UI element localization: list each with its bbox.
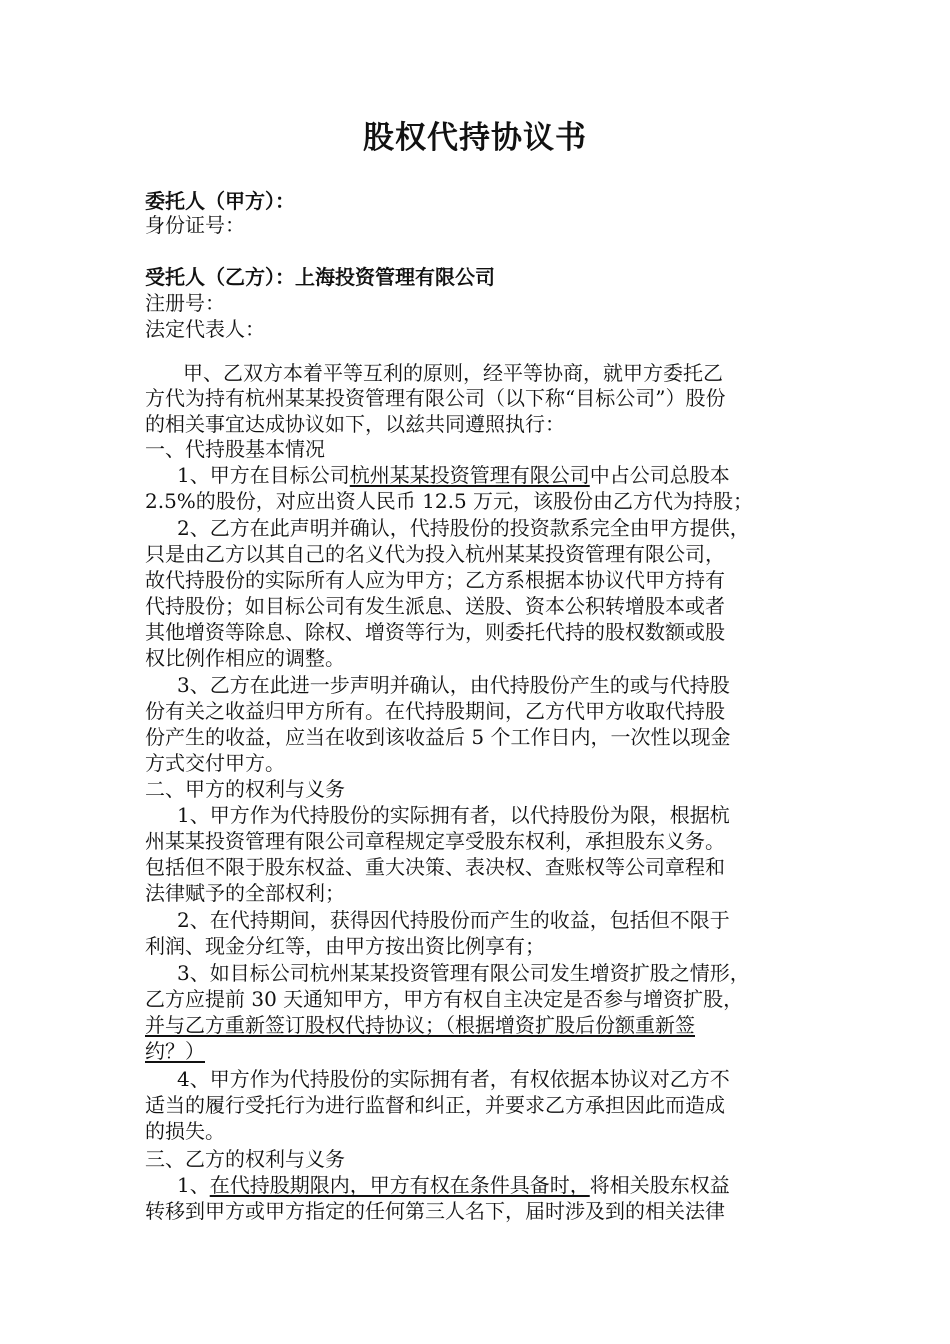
- body-line: 州某某投资管理有限公司章程规定享受股东权利，承担股东义务。: [145, 829, 725, 853]
- body-line: 3、如目标公司杭州某某投资管理有限公司发生增资扩股之情形，: [177, 961, 750, 985]
- body-line: 法律赋予的全部权利；: [145, 881, 345, 905]
- id-number-label: 身份证号：: [145, 213, 245, 237]
- underlined-clause: 在代持股期限内，甲方有权在条件具备时，: [209, 1173, 590, 1197]
- body-text: 将相关股东权益: [589, 1173, 730, 1197]
- body-line: 份产生的收益，应当在收到该收益后 5 个工作日内，一次性以现金: [145, 725, 731, 749]
- body-line: 3、乙方在此进一步声明并确认，由代持股份产生的或与代持股: [177, 673, 730, 697]
- body-line: 故代持股份的实际所有人应为甲方；乙方系根据本协议代甲方持有: [145, 568, 725, 592]
- registration-number-label: 注册号：: [145, 291, 225, 315]
- document-title: 股权代持协议书: [363, 120, 587, 156]
- body-line: 其他增资等除息、除权、增资等行为，则委托代持的股权数额或股: [145, 620, 725, 644]
- body-line: 代持股份；如目标公司有发生派息、送股、资本公积转增股本或者: [145, 594, 725, 618]
- body-line: 的相关事宜达成协议如下，以兹共同遵照执行：: [145, 412, 565, 436]
- body-line: 乙方应提前 30 天通知甲方，甲方有权自主决定是否参与增资扩股，: [145, 987, 744, 1011]
- section-heading: 三、乙方的权利与义务: [145, 1147, 345, 1171]
- underlined-body-line: 约？）: [145, 1039, 205, 1063]
- section-heading: 一、代持股基本情况: [145, 437, 325, 461]
- body-line: 转移到甲方或甲方指定的任何第三人名下，届时涉及到的相关法律: [145, 1199, 725, 1223]
- body-line: 2、在代持期间，获得因代持股份而产生的收益，包括但不限于: [177, 908, 730, 932]
- body-line: [145, 1172, 857, 1198]
- body-line: 包括但不限于股东权益、重大决策、表决权、查账权等公司章程和: [145, 855, 725, 879]
- body-line: 权比例作相应的调整。: [145, 646, 345, 670]
- section-heading: 二、甲方的权利与义务: [145, 777, 345, 801]
- body-line: 2、乙方在此声明并确认，代持股份的投资款系完全由甲方提供，: [177, 516, 750, 540]
- body-line: 方代为持有杭州某某投资管理有限公司（以下称“目标公司”）股份: [145, 386, 726, 410]
- body-line: 适当的履行受托行为进行监督和纠正，并要求乙方承担因此而造成: [145, 1093, 725, 1117]
- body-line: 的损失。: [145, 1119, 225, 1143]
- trustee-label: 受托人（乙方）：上海投资管理有限公司: [145, 265, 495, 289]
- body-text: 1、: [177, 1173, 210, 1197]
- body-line: 1、甲方作为代持股份的实际拥有者，以代持股份为限，根据杭: [177, 803, 730, 827]
- body-line: 只是由乙方以其自己的名义代为投入杭州某某投资管理有限公司，: [145, 542, 725, 566]
- body-line: 份有关之收益归甲方所有。在代持股期间，乙方代甲方收取代持股: [145, 699, 725, 723]
- underlined-body-line: 并与乙方重新签订股权代持协议；（根据增资扩股后份额重新签: [145, 1013, 695, 1037]
- legal-representative-label: 法定代表人：: [145, 317, 265, 341]
- body-line: 4、甲方作为代持股份的实际拥有者，有权依据本协议对乙方不: [177, 1067, 730, 1091]
- body-text: 中占公司总股本: [589, 463, 730, 487]
- body-line: 2.5%的股份，对应出资人民币 12.5 万元，该股份由乙方代为持股；: [145, 489, 754, 513]
- body-line: 甲、乙双方本着平等互利的原则，经平等协商，就甲方委托乙: [183, 361, 723, 385]
- body-text: 1、甲方在目标公司: [177, 463, 350, 487]
- underlined-company-name: 杭州某某投资管理有限公司: [349, 463, 590, 487]
- body-line: [145, 462, 857, 488]
- client-label: 委托人（甲方）：: [145, 189, 295, 213]
- body-line: 方式交付甲方。: [145, 751, 285, 775]
- body-line: 利润、现金分红等，由甲方按出资比例享有；: [145, 934, 545, 958]
